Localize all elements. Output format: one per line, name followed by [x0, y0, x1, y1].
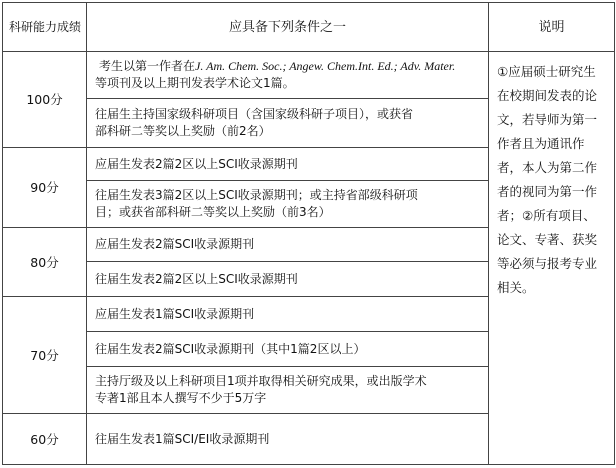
condition-line: 目；或获省部科研二等奖以上奖励（前3名） [95, 205, 331, 219]
condition-cell: 往届生发表1篇SCI/EI收录源期刊 [87, 414, 489, 465]
journal-names: J. Am. Chem. Soc.; Angew. Chem.Int. Ed.; Adv. Mater. [195, 59, 456, 73]
condition-line: 专著1部且本人撰写不少于5万字 [95, 391, 267, 405]
condition-cell: 应届生发表1篇SCI收录源期刊 [87, 297, 489, 332]
requirements-table [2, 2, 615, 465]
condition-cell [87, 52, 489, 99]
condition-cell: 应届生发表2篇2区以上SCI收录源期刊 [87, 148, 489, 181]
condition-cell [87, 181, 489, 228]
score-80: 80分 [3, 228, 87, 297]
condition-text: 考生以第一作者在 [99, 59, 196, 73]
score-60: 60分 [3, 414, 87, 465]
table-row [3, 52, 615, 99]
score-100: 100分 [3, 52, 87, 148]
notes-text: ①应届硕士研究生在校期间发表的论文，若导师为第一作者且为通讯作者，本人为第二作者的视同为第一作者；②所有项目、论文、专著、获奖等必须与报考专业相关。 [497, 64, 598, 295]
condition-cell: 往届生发表2篇SCI收录源期刊（其中1篇2区以上） [87, 332, 489, 367]
condition-cell: 往届生发表2篇2区以上SCI收录源期刊 [87, 262, 489, 297]
header-conditions: 应具备下列条件之一 [87, 3, 489, 52]
header-score: 科研能力成绩 [3, 3, 87, 52]
condition-line: 部科研二等奖以上奖励（前2名） [95, 124, 271, 138]
condition-line: 往届生发表3篇2区以上SCI收录源期刊；或主持省部级科研项 [95, 188, 418, 202]
condition-cell [87, 99, 489, 148]
score-70: 70分 [3, 297, 87, 414]
condition-cell: 应届生发表2篇SCI收录源期刊 [87, 228, 489, 262]
condition-line: 等项刊及以上期刊发表学术论文1篇。 [95, 76, 295, 90]
header-notes: 说明 [489, 3, 615, 52]
condition-line: 往届生主持国家级科研项目（含国家级科研子项目），或获省 [95, 107, 414, 121]
condition-line: 主持厅级及以上科研项目1项并取得相关研究成果，或出版学术 [95, 374, 427, 388]
condition-cell [87, 367, 489, 414]
notes-cell [489, 52, 615, 465]
header-row [3, 3, 615, 52]
score-90: 90分 [3, 148, 87, 228]
condition-line [95, 58, 482, 75]
